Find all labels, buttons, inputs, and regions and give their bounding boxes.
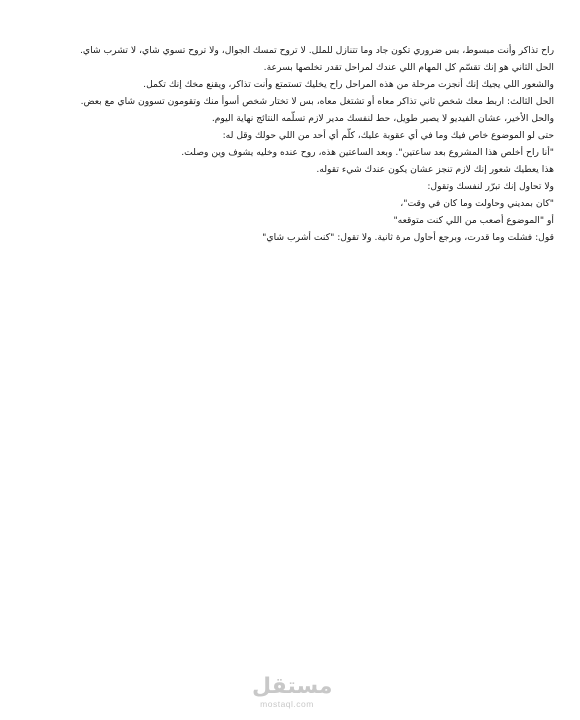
paragraph: ولا تحاول إنك تبرّر لنفسك وتقول: xyxy=(427,181,554,192)
paragraph: الحل الثاني هو إنك تقسّم كل المهام اللي عندك لمراحل تقدر تخلصها بسرعة. xyxy=(263,62,554,73)
paragraph: قول: فشلت وما قدرت، وبرجع أحاول مرة ثانية. ولا تقول: "كنت أشرب شاي" xyxy=(262,232,554,243)
paragraph: "كان بمديني وحاولت وما كان في وقت"، xyxy=(400,198,554,209)
watermark-logo: مستقل xyxy=(252,674,333,699)
paragraph: هذا يعطيك شعور إنك لازم تنجز عشان يكون عندك شيء تقوله. xyxy=(316,164,554,175)
paragraph: راح تذاكر وأنت مبسوط، بس ضروري تكون جاد وما تتنازل للملل. لا تروح تمسك الجوال، ولا تروح تسوي شاي، لا تشرب شاي. xyxy=(79,45,554,56)
paragraph: والشعور اللي يجيك إنك أنجزت مرحلة من هذه المراحل راح يخليك تستمتع وأنت تذاكر، ويقنع مخك إنك تكمل. xyxy=(143,79,554,90)
watermark-domain: mostaql.com xyxy=(260,699,314,709)
paragraph: حتى لو الموضوع خاص فيك وما في أي عقوبة عليك، كلّم أي أحد من اللي حولك وقل له: xyxy=(222,130,554,141)
paragraph: والحل الأخير، عشان الفيديو لا يصير طويل، حط لنفسك مدير لازم تسلّمه النتائج نهاية اليوم. xyxy=(211,113,554,124)
paragraph: أو "الموضوع أصعب من اللي كنت متوقعه" xyxy=(393,215,554,226)
mostaql-watermark xyxy=(252,674,333,709)
paragraph: "أنا راح أخلص هذا المشروع بعد ساعتين". وبعد الساعتين هذه، روح عنده وخليه يشوف وين وصلت. xyxy=(181,147,554,158)
document-body xyxy=(36,44,554,248)
paragraph: الحل الثالث: اربط معك شخص ثاني تذاكر معاه أو تشتغل معاه، بس لا تختار شخص أسوأ منك وتقومون تسوون شاي مع بعض. xyxy=(80,96,554,107)
